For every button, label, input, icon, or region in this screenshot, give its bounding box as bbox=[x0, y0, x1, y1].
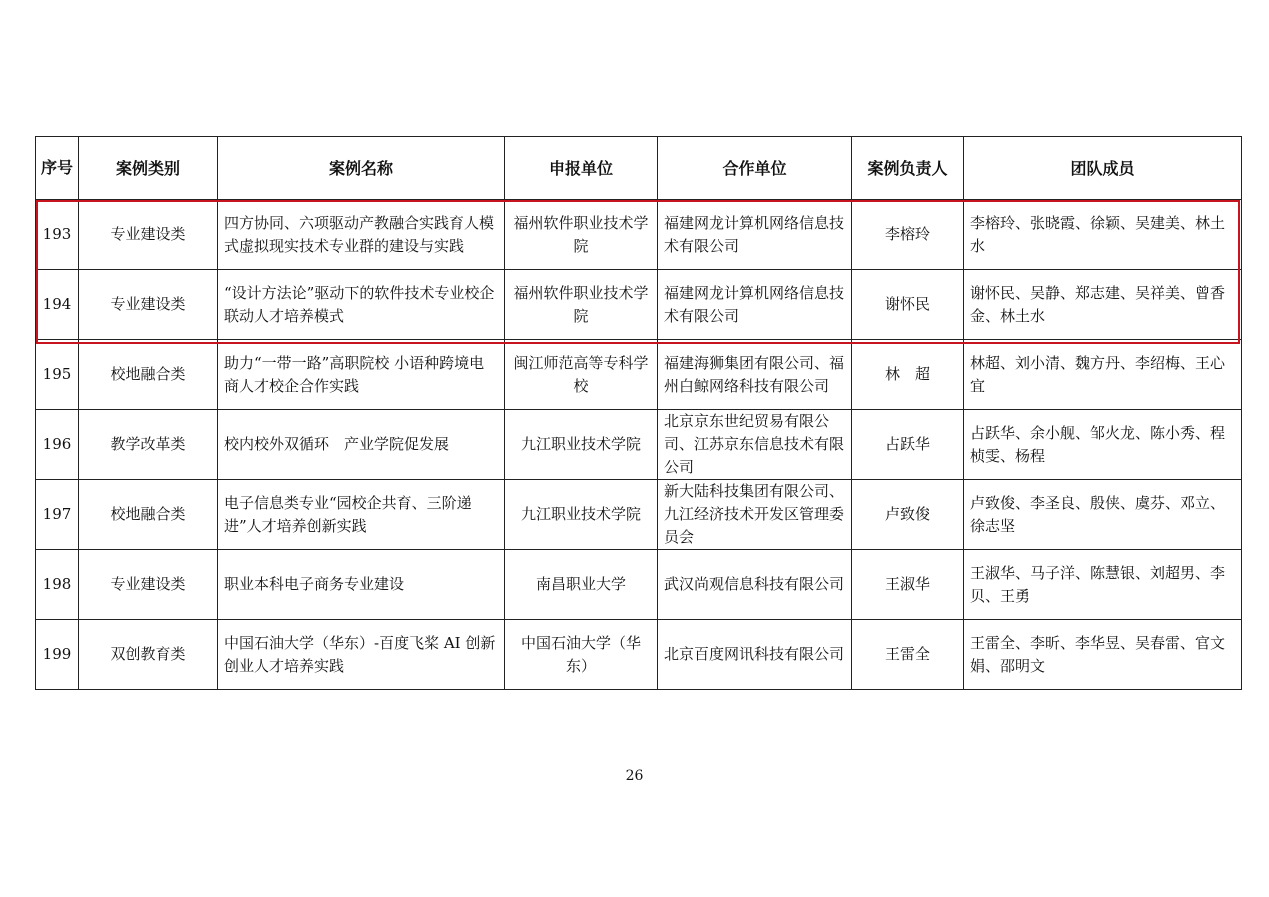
cell-partner: 福建网龙计算机网络信息技术有限公司 bbox=[658, 200, 852, 270]
table-row bbox=[36, 410, 1242, 480]
cell-category: 校地融合类 bbox=[79, 480, 218, 550]
header-category: 案例类别 bbox=[79, 137, 218, 200]
cell-members: 王雷全、李昕、李华昱、吴春雷、官文娟、邵明文 bbox=[964, 620, 1242, 690]
cell-category: 专业建设类 bbox=[79, 200, 218, 270]
table-row bbox=[36, 200, 1242, 270]
header-applicant: 申报单位 bbox=[505, 137, 658, 200]
cell-leader: 谢怀民 bbox=[852, 270, 964, 340]
cell-case-name: 中国石油大学（华东）-百度飞桨 AI 创新创业人才培养实践 bbox=[218, 620, 505, 690]
cell-partner: 福建网龙计算机网络信息技术有限公司 bbox=[658, 270, 852, 340]
cell-leader: 占跃华 bbox=[852, 410, 964, 480]
cell-partner: 新大陆科技集团有限公司、九江经济技术开发区管理委员会 bbox=[658, 480, 852, 550]
cell-seq: 194 bbox=[36, 270, 79, 340]
cell-case-name: 校内校外双循环 产业学院促发展 bbox=[218, 410, 505, 480]
table-row bbox=[36, 340, 1242, 410]
cell-partner: 北京百度网讯科技有限公司 bbox=[658, 620, 852, 690]
cell-case-name: 电子信息类专业“园校企共育、三阶递进”人才培养创新实践 bbox=[218, 480, 505, 550]
cell-category: 专业建设类 bbox=[79, 550, 218, 620]
cell-members: 占跃华、余小舰、邹火龙、陈小秀、程桢雯、杨程 bbox=[964, 410, 1242, 480]
cell-partner: 武汉尚观信息科技有限公司 bbox=[658, 550, 852, 620]
cell-category: 教学改革类 bbox=[79, 410, 218, 480]
cell-applicant: 南昌职业大学 bbox=[505, 550, 658, 620]
cell-category: 双创教育类 bbox=[79, 620, 218, 690]
table-row bbox=[36, 620, 1242, 690]
cell-members: 王淑华、马子洋、陈慧银、刘超男、李贝、王勇 bbox=[964, 550, 1242, 620]
cell-leader: 李榕玲 bbox=[852, 200, 964, 270]
page-number: 26 bbox=[625, 768, 644, 784]
table-row bbox=[36, 480, 1242, 550]
cell-case-name: 四方协同、六项驱动产教融合实践育人模式虚拟现实技术专业群的建设与实践 bbox=[218, 200, 505, 270]
cell-applicant: 九江职业技术学院 bbox=[505, 480, 658, 550]
cell-applicant: 福州软件职业技术学院 bbox=[505, 270, 658, 340]
table-row bbox=[36, 270, 1242, 340]
header-row bbox=[36, 137, 1242, 200]
cell-seq: 197 bbox=[36, 480, 79, 550]
cell-category: 校地融合类 bbox=[79, 340, 218, 410]
header-seq: 序号 bbox=[36, 137, 79, 200]
cell-applicant: 福州软件职业技术学院 bbox=[505, 200, 658, 270]
cell-leader: 卢致俊 bbox=[852, 480, 964, 550]
table-row bbox=[36, 550, 1242, 620]
cell-category: 专业建设类 bbox=[79, 270, 218, 340]
cell-leader: 王雷全 bbox=[852, 620, 964, 690]
cell-applicant: 九江职业技术学院 bbox=[505, 410, 658, 480]
cell-seq: 193 bbox=[36, 200, 79, 270]
cell-partner: 福建海狮集团有限公司、福州白鲸网络科技有限公司 bbox=[658, 340, 852, 410]
cell-seq: 199 bbox=[36, 620, 79, 690]
cell-applicant: 中国石油大学（华东） bbox=[505, 620, 658, 690]
cell-members: 谢怀民、吴静、郑志建、吴祥美、曾香金、林土水 bbox=[964, 270, 1242, 340]
cell-case-name: 助力“一带一路”高职院校 小语种跨境电商人才校企合作实践 bbox=[218, 340, 505, 410]
header-partner: 合作单位 bbox=[658, 137, 852, 200]
cell-partner: 北京京东世纪贸易有限公司、江苏京东信息技术有限公司 bbox=[658, 410, 852, 480]
cell-members: 卢致俊、李圣良、殷侠、虞芬、邓立、徐志坚 bbox=[964, 480, 1242, 550]
cell-members: 林超、刘小清、魏方丹、李绍梅、王心宜 bbox=[964, 340, 1242, 410]
header-members: 团队成员 bbox=[964, 137, 1242, 200]
cell-leader: 林 超 bbox=[852, 340, 964, 410]
cell-case-name: 职业本科电子商务专业建设 bbox=[218, 550, 505, 620]
cell-seq: 198 bbox=[36, 550, 79, 620]
cell-applicant: 闽江师范高等专科学校 bbox=[505, 340, 658, 410]
cell-seq: 196 bbox=[36, 410, 79, 480]
case-table bbox=[35, 136, 1242, 690]
cell-members: 李榕玲、张晓霞、徐颖、吴建美、林土水 bbox=[964, 200, 1242, 270]
cell-leader: 王淑华 bbox=[852, 550, 964, 620]
cell-case-name: “设计方法论”驱动下的软件技术专业校企联动人才培养模式 bbox=[218, 270, 505, 340]
header-leader: 案例负责人 bbox=[852, 137, 964, 200]
cell-seq: 195 bbox=[36, 340, 79, 410]
header-case-name: 案例名称 bbox=[218, 137, 505, 200]
